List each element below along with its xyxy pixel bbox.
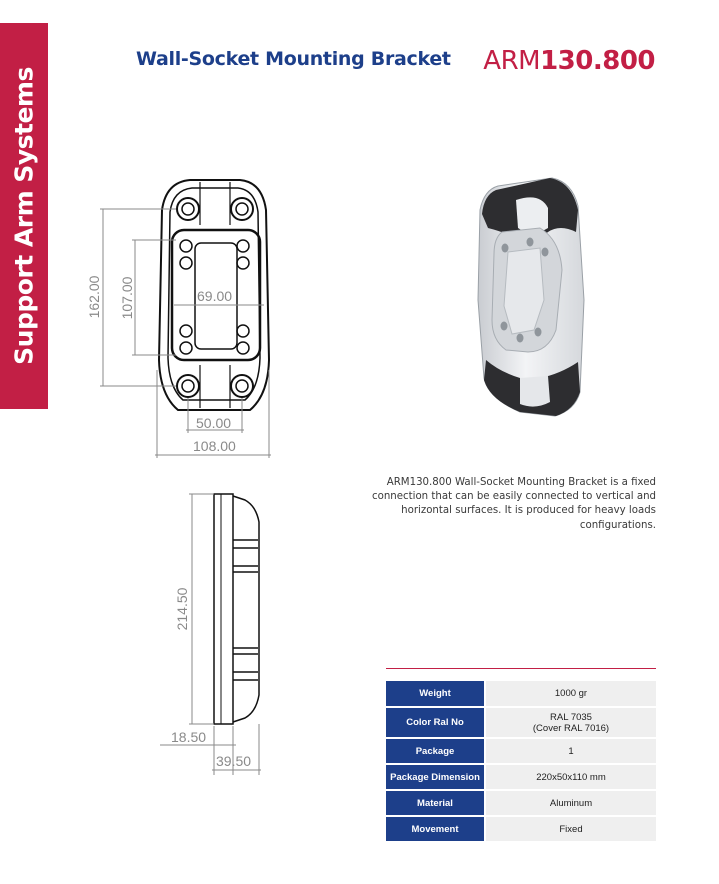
side-profile <box>233 496 259 722</box>
spec-label: Package <box>386 738 485 764</box>
spec-value: Aluminum <box>485 790 656 816</box>
product-code-prefix: ARM <box>483 46 541 76</box>
table-row <box>386 764 656 790</box>
dim-50: 50.00 <box>196 415 232 431</box>
table-row <box>386 681 656 707</box>
spec-value: 1000 gr <box>485 681 656 707</box>
dim-214: 214.50 <box>174 587 190 631</box>
specs-table <box>386 681 656 843</box>
dim-107: 107.00 <box>119 276 135 320</box>
table-row <box>386 707 656 738</box>
dim-18: 18.50 <box>171 729 207 745</box>
spec-value: Fixed <box>485 816 656 842</box>
spec-value-line1: RAL 7035 <box>550 711 592 723</box>
side-base <box>214 494 233 724</box>
spec-label: Material <box>386 790 485 816</box>
dim-39: 39.50 <box>216 753 252 769</box>
spec-label: Package Dimension <box>386 764 485 790</box>
side-tab-label: Support Arm Systems <box>9 67 39 365</box>
dim-108: 108.00 <box>193 438 236 454</box>
table-row <box>386 790 656 816</box>
spec-label: Color Ral No <box>386 707 485 738</box>
spec-value: 220x50x110 mm <box>485 764 656 790</box>
product-code-number: 130.800 <box>540 46 655 76</box>
page-title: Wall-Socket Mounting Bracket <box>136 48 451 70</box>
table-row <box>386 738 656 764</box>
spec-value-line2: (Cover RAL 7016) <box>532 722 610 734</box>
product-description: ARM130.800 Wall-Socket Mounting Bracket is a fixed connection that can be easily connected to vertical and horizontal surfaces. It is produced for heavy loads configurations. <box>372 477 656 531</box>
spec-label: Movement <box>386 816 485 842</box>
spec-label: Weight <box>386 681 485 707</box>
spec-value: 1 <box>485 738 656 764</box>
table-divider <box>386 668 656 669</box>
table-row <box>386 816 656 842</box>
dim-69: 69.00 <box>197 288 233 304</box>
spec-value <box>485 707 656 738</box>
dim-162: 162.00 <box>86 275 102 319</box>
